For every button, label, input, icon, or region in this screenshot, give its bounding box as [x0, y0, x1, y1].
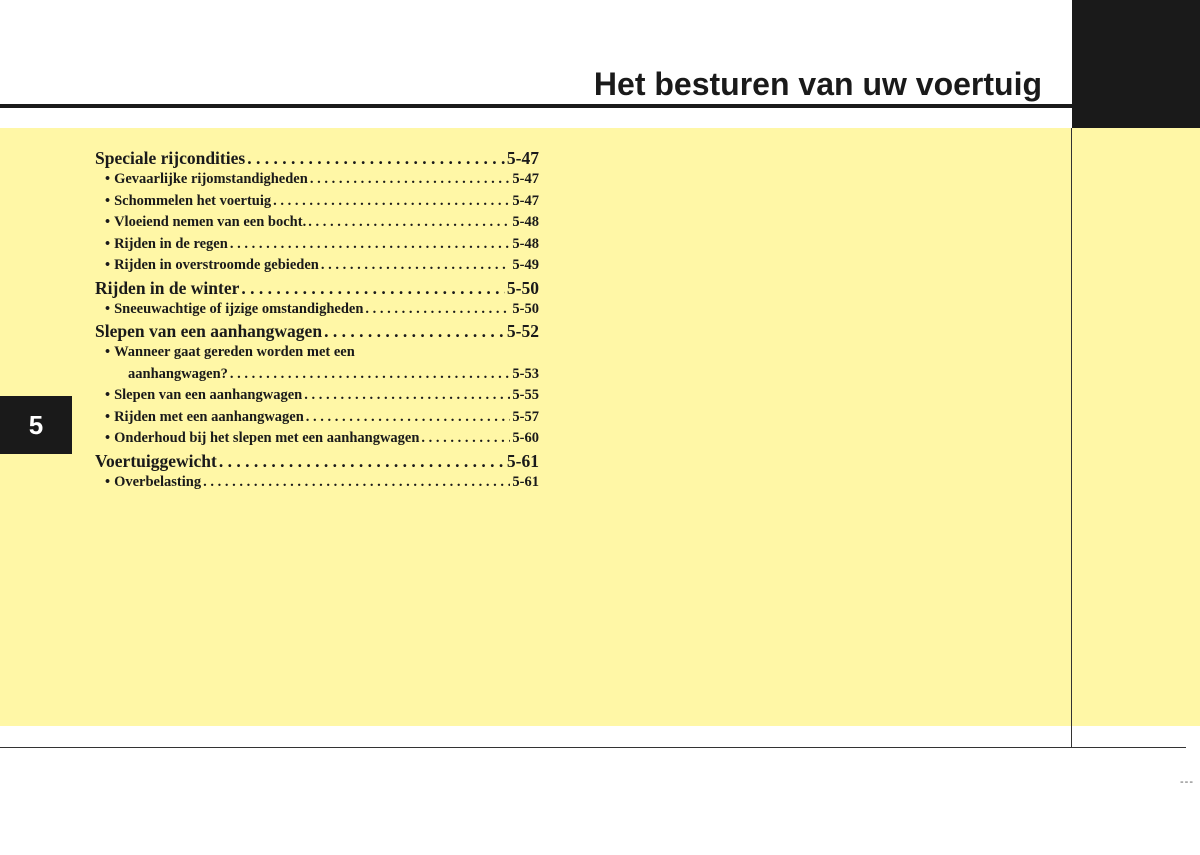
header-rule: [0, 104, 1072, 108]
dot-leader: [203, 472, 510, 494]
dot-leader: [219, 450, 505, 472]
toc-entry-title: Gevaarlijke rijomstandigheden: [114, 171, 308, 187]
toc-page-number: 5-49: [512, 257, 539, 273]
toc-subsection-entry[interactable]: [95, 191, 539, 213]
bullet-icon: •: [105, 171, 111, 187]
dot-leader: [306, 407, 511, 429]
toc-subsection-entry[interactable]: [95, 364, 539, 386]
dot-leader: [308, 212, 510, 234]
toc-entry-title: aanhangwagen?: [128, 365, 228, 382]
toc-subsection-entry[interactable]: [95, 428, 539, 450]
chapter-number: 5: [28, 409, 44, 440]
dot-leader: [310, 169, 511, 191]
toc-subsection-entry[interactable]: [95, 169, 539, 191]
toc-page-number: 5-61: [506, 450, 539, 471]
corner-tab-block: [1072, 0, 1200, 128]
chapter-title: Het besturen van uw voertuig: [593, 66, 1042, 102]
toc-page-number: 5-50: [506, 277, 539, 298]
toc-page-number: 5-47: [506, 148, 539, 168]
toc-subsection-entry[interactable]: [95, 299, 539, 321]
toc-section-entry[interactable]: [95, 147, 539, 169]
toc-page-number: 5-52: [506, 321, 539, 341]
dot-leader: [230, 364, 510, 386]
bullet-icon: •: [105, 214, 111, 230]
toc-entry-title: Schommelen het voertuig: [114, 192, 272, 209]
dot-leader: [321, 255, 511, 277]
toc-entry-title: Overbelasting: [114, 473, 202, 490]
bullet-icon: •: [105, 192, 111, 209]
toc-subsection-entry[interactable]: [95, 472, 539, 494]
toc-subsection-entry[interactable]: [95, 385, 539, 407]
toc-entry-title: Voertuiggewicht: [95, 450, 217, 471]
bullet-icon: •: [105, 473, 111, 490]
toc-page-number: 5-57: [512, 408, 539, 425]
toc-section-entry[interactable]: [95, 277, 539, 299]
toc-entry-title: Speciale rijcondities: [95, 148, 246, 168]
toc-subsection-entry[interactable]: [95, 342, 539, 364]
dot-leader: [247, 147, 505, 169]
toc-entry-title: Rijden in de regen: [114, 235, 228, 252]
dot-leader: [324, 320, 505, 342]
dot-leader: [365, 299, 510, 321]
toc-entry-title: Sneeuwachtige of ijzige omstandigheden: [114, 300, 364, 317]
toc-page-number: 5-48: [512, 235, 539, 252]
toc-entry-title: Slepen van een aanhangwagen: [95, 321, 323, 341]
toc-page-number: 5-47: [512, 171, 539, 187]
table-of-contents: [95, 147, 539, 493]
dot-leader: [241, 277, 505, 299]
chapter-tab[interactable]: [0, 396, 72, 454]
bullet-icon: •: [105, 430, 111, 446]
bullet-icon: •: [105, 257, 111, 273]
toc-entry-title: Onderhoud bij het slepen met een aanhangwagen: [114, 430, 420, 446]
toc-entry-title: Slepen van een aanhangwagen: [114, 387, 303, 403]
toc-page-number: 5-60: [512, 430, 539, 446]
dot-leader: [230, 234, 511, 256]
toc-page-number: 5-50: [512, 300, 539, 317]
footer-marks: ---: [1180, 776, 1194, 788]
footer-rule: [0, 747, 1186, 748]
toc-entry-title: Rijden in overstroomde gebieden: [114, 257, 319, 273]
toc-subsection-entry[interactable]: [95, 212, 539, 234]
bullet-icon: •: [105, 387, 111, 403]
bullet-icon: •: [105, 344, 111, 360]
bullet-icon: •: [105, 300, 111, 317]
bullet-icon: •: [105, 408, 111, 425]
dot-leader: [304, 385, 510, 407]
toc-entry-title: Rijden met een aanhangwagen: [114, 408, 304, 425]
toc-section-entry[interactable]: [95, 320, 539, 342]
toc-page-number: 5-47: [512, 192, 539, 209]
toc-section-entry[interactable]: [95, 450, 539, 472]
toc-page-number: 5-48: [512, 214, 539, 230]
toc-page-number: 5-55: [512, 387, 539, 403]
toc-page-number: 5-53: [512, 365, 539, 382]
margin-rule: [1071, 128, 1072, 748]
bullet-icon: •: [105, 235, 111, 252]
dot-leader: [421, 428, 510, 450]
toc-entry-title: Wanneer gaat gereden worden met een: [114, 344, 355, 360]
toc-subsection-entry[interactable]: [95, 255, 539, 277]
toc-subsection-entry[interactable]: [95, 407, 539, 429]
toc-entry-title: Rijden in de winter: [95, 277, 240, 298]
toc-subsection-entry[interactable]: [95, 234, 539, 256]
toc-page-number: 5-61: [512, 473, 539, 490]
dot-leader: [273, 191, 510, 213]
toc-entry-title: Vloeiend nemen van een bocht.: [114, 214, 307, 230]
